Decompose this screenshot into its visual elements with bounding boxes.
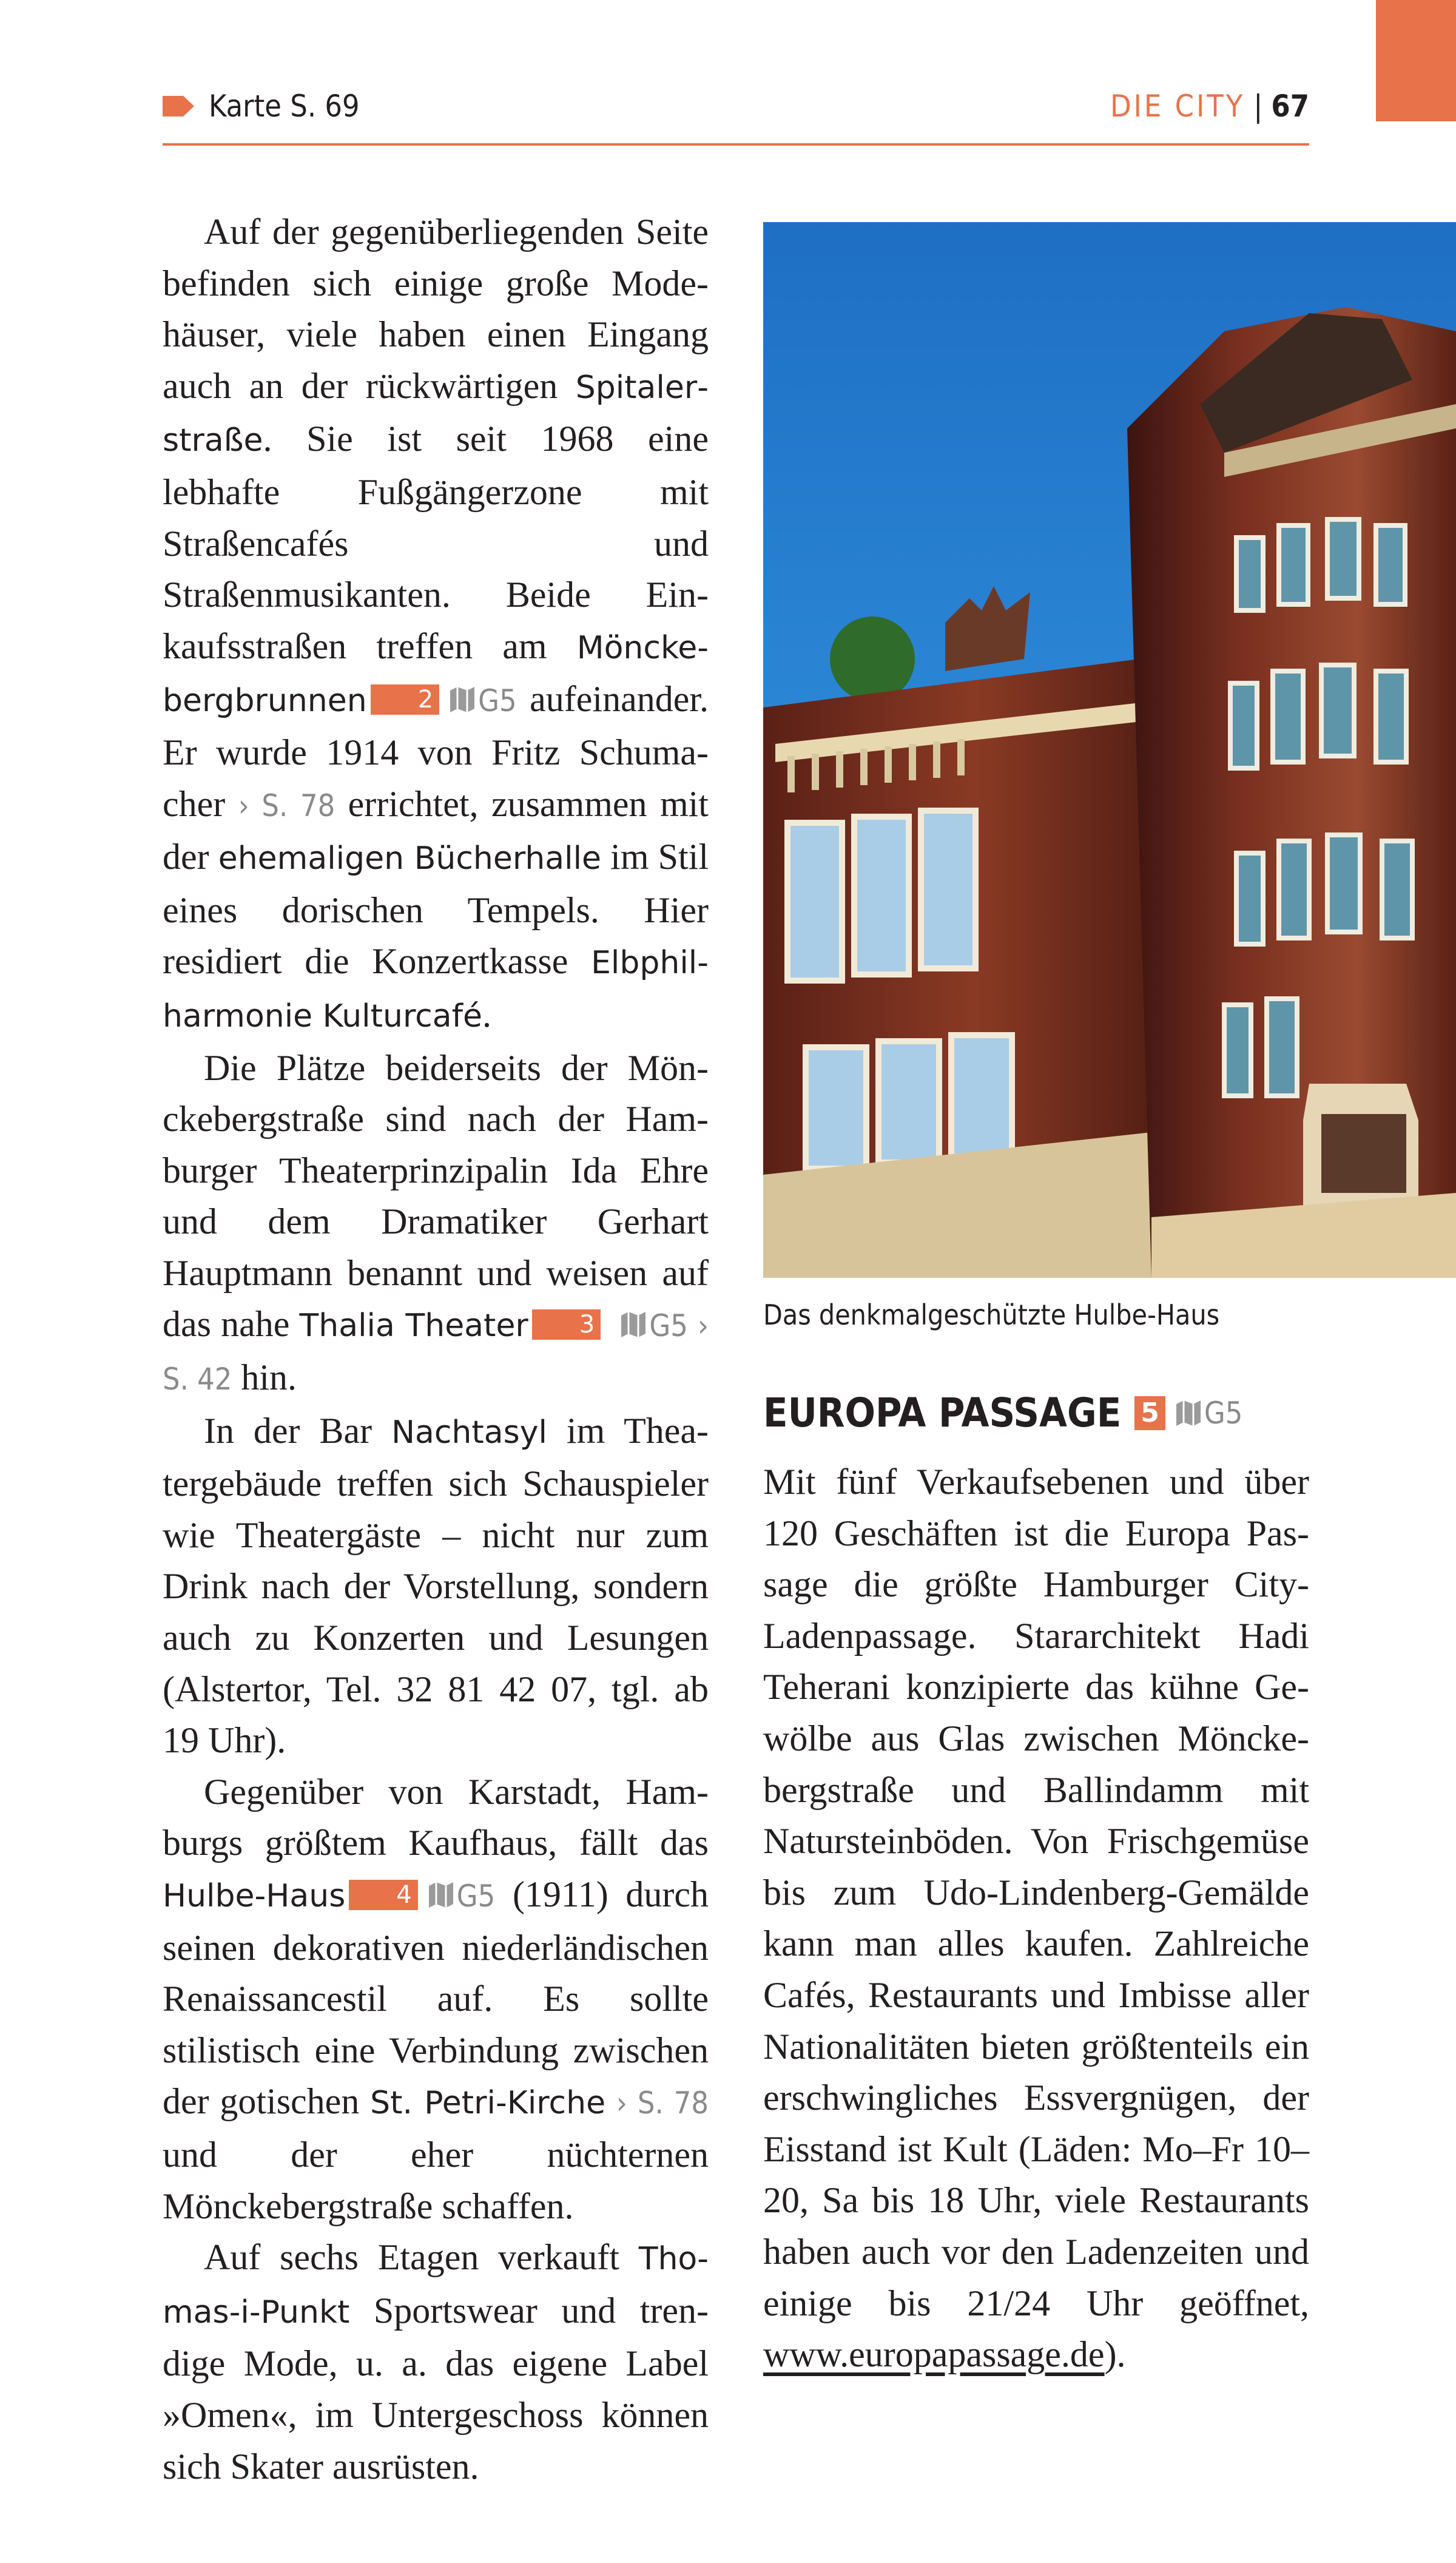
hulbe-haus-photo [763,222,1456,1278]
text: Mit fünf Verkaufsebenen und über 120 Geschäften ist die Europa Passage die größte Hamburger City-Ladenpassage. Stararchitekt Hadi Teherani konzipierte das kühne Gewölbe aus Glas zwischen Mönckebergstraße und Ballindamm mit Natursteinböden. Von Frischgemüse bis zum Udo-Lindenberg-Gemälde kann man alles kaufen. Zahlreiche Cafés, Restaurants und Imbisse aller Nationalitäten bieten größtenteils ein erschwingliches Essvergnügen, der Eisstand ist Kult (Läden: Mo–Fr 10–20, Sa bis 18 Uhr, viele Restaurants haben auch vor den Ladenzeiten und einige bis 21/24 Uhr geöffnet, [763,1462,1309,2323]
right-column [763,1456,1309,2380]
map-reference[interactable] [163,89,360,124]
place-name: Thalia Theater [299,1308,528,1345]
text: (1911) durch seinen dekorativen niederländischen Renaissancestil auf. Es sollte stilistisch eine Verbindung zwischen der gotischen [163,1874,709,2122]
running-head [1110,89,1309,124]
text: hin. [232,1357,297,1398]
arrow-tag-icon [163,96,194,116]
location-number-badge: 5 [1134,1396,1165,1430]
map-icon [620,1311,647,1339]
page-reference[interactable]: › S. 42 [163,1308,709,1397]
text: und der eher nüchternen Mönckebergstraße schaffen. [163,2134,709,2226]
paragraph [163,2232,709,2492]
page-number: 67 [1271,89,1309,124]
location-number-badge: 2 [371,684,439,715]
text: aufeinander. Er wurde 1914 von Fritz Schumacher [163,679,709,824]
map-icon [449,686,476,714]
location-number-badge: 4 [349,1880,417,1910]
text: errichtet, zusammen mit der [163,783,709,877]
map-reference-label: Karte S. 69 [209,89,360,124]
page-header [163,85,1309,146]
paragraph [163,1766,709,2232]
europa-passage-heading [763,1390,1242,1436]
header-separator: | [1253,89,1263,124]
building-illustration [763,222,1456,1278]
text: In der Bar [204,1410,392,1451]
place-name: ehemaligen Bücherhalle [218,840,602,877]
photo-caption: Das denkmalgeschützte Hulbe-Haus [763,1298,1220,1331]
place-name: Thomas-i-Punkt [163,2241,709,2331]
location-number-badge: 3 [532,1309,601,1340]
page-reference[interactable]: › S. 78 [238,788,335,823]
place-name: Hulbe-Haus [163,1878,346,1914]
text: Die Plätze beiderseits der Mönckebergstraße sind nach der Hamburger Theaterprinzipalin Ida Ehre und dem Dramatiker Gerhart Hauptmann benannt und weisen auf das nahe [163,1047,709,1345]
paragraph [163,206,709,1042]
section-heading: EUROPA PASSAGE [763,1390,1122,1436]
grid-reference: G5 [456,1879,496,1914]
place-name: Elbphilharmonie Kulturcafé [163,945,709,1035]
grid-reference: G5 [478,683,517,719]
map-icon [428,1881,454,1909]
text: Sportswear und trendige Mode, u. a. das eigene Label »Omen«, im Untergeschoss können sich Skater ausrüsten. [163,2290,709,2487]
text: ). [1104,2334,1126,2375]
paragraph [763,1456,1309,2380]
text: Gegenüber von Karstadt, Hamburgs größtem Kaufhaus, fällt das [163,1771,709,1863]
text: im Theatergebäude treffen sich Schauspieler wie Theatergäste – nicht nur zum Drink nach der Vorstellung, sondern auch zu Konzerten und Lesungen (Alstertor, Tel. 32 81 42 07, tgl. ab 19 Uhr). [163,1410,709,1761]
place-name: Spitalerstraße [163,369,709,459]
place-name: St. Petri-Kirche [370,2085,606,2122]
text: im Stil eines dorischen Tempels. Hier residiert die Konzertkasse [163,837,709,982]
paragraph [163,1405,709,1766]
paragraph [163,1042,709,1405]
page-reference[interactable]: › S. 78 [616,2085,709,2121]
grid-reference: G5 [649,1308,688,1344]
website-link[interactable]: www.europapassage.de [763,2334,1105,2375]
section-title: DIE CITY [1110,89,1245,124]
page-corner-tab [1376,0,1456,121]
text: Auf der gegenüberliegenden Seite befinden sich einige große Modehäuser, viele haben einen Eingang auch an der rückwärtigen [163,212,709,406]
text: . [482,994,491,1035]
place-name: Nachtasyl [391,1414,547,1451]
text: . Sie ist seit 1968 eine lebhafte Fußgängerzone mit Straßencafés und Straßenmusikanten. Beide Einkaufsstraßen treffen am [163,419,709,666]
place-name: Mönckebergbrunnen [163,629,709,720]
left-column [163,206,709,2492]
text: Auf sechs Etagen verkauft [204,2237,639,2278]
grid-reference: G5 [1204,1395,1243,1431]
map-icon [1175,1399,1202,1427]
